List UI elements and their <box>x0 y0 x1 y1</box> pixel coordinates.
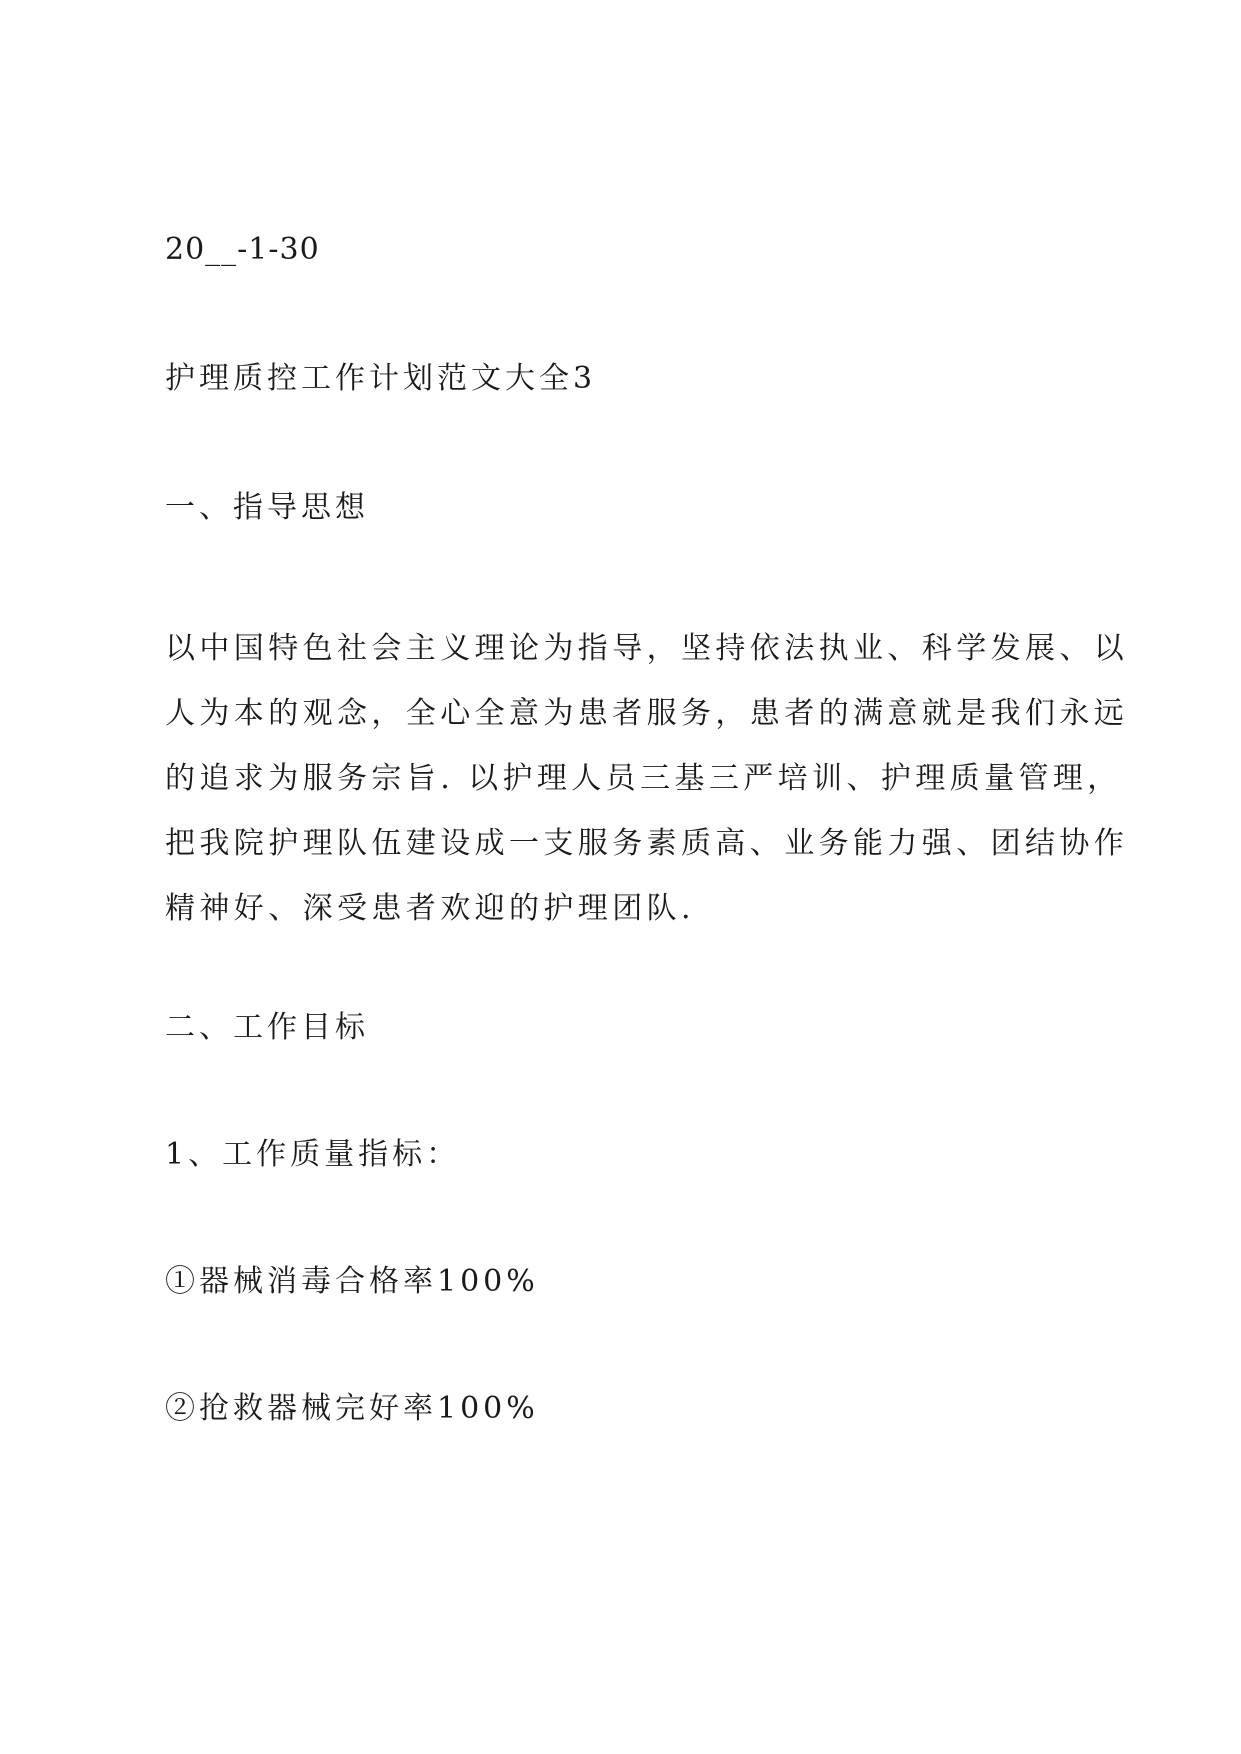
paragraph-line: 人为本的观念，全心全意为患者服务，患者的满意就是我们永远 <box>165 696 1129 731</box>
document-title: 护理质控工作计划范文大全3 <box>165 361 597 396</box>
section-heading-work-goals: 二、工作目标 <box>165 1010 369 1045</box>
paragraph-line: 以中国特色社会主义理论为指导，坚持依法执业、科学发展、以 <box>165 631 1129 666</box>
indicator-item: ②抢救器械完好率100% <box>165 1391 539 1426</box>
paragraph-line: 精神好、深受患者欢迎的护理团队. <box>165 891 695 926</box>
paragraph-line: 的追求为服务宗旨. 以护理人员三基三严培训、护理质量管理， <box>165 761 1122 796</box>
guiding-ideology-paragraph <box>165 616 1129 941</box>
paragraph-line: 把我院护理队伍建设成一支服务素质高、业务能力强、团结协作 <box>165 826 1129 861</box>
indicator-item: ①器械消毒合格率100% <box>165 1264 539 1299</box>
section-heading-guiding-ideology: 一、指导思想 <box>165 490 369 525</box>
document-date: 20__-1-30 <box>165 232 320 267</box>
subsection-heading-quality-indicators: 1、工作质量指标： <box>165 1137 461 1172</box>
